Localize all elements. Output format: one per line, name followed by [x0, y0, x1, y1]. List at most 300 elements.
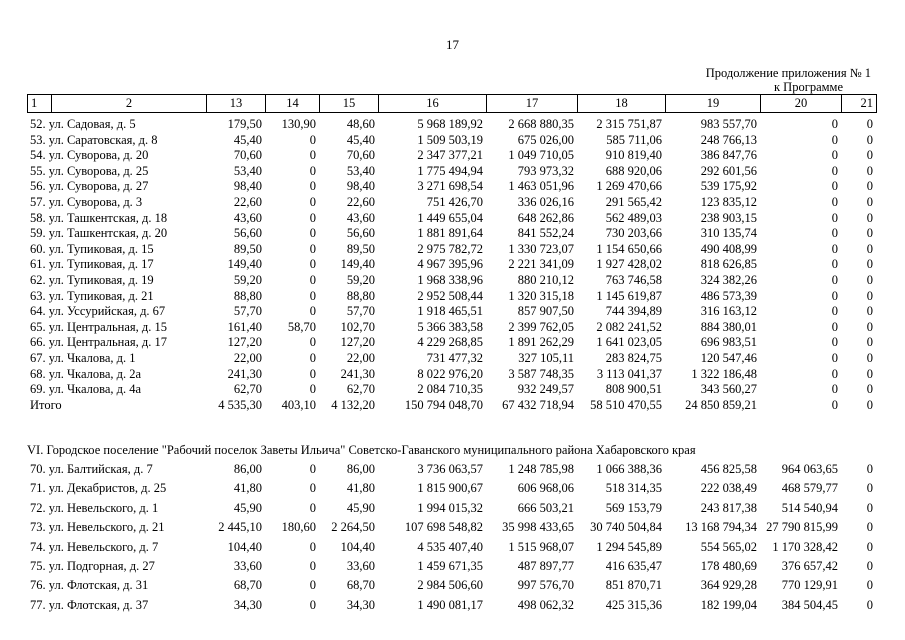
cell-15: 68,70	[346, 578, 375, 593]
cell-19: 243 817,38	[700, 500, 757, 515]
row-label: 69. ул. Чкалова, д. 4а	[30, 382, 142, 397]
cell-21: 0	[866, 335, 873, 350]
header-row	[28, 95, 877, 113]
cell-18: 518 314,35	[605, 481, 662, 496]
cell-14: 58,70	[287, 319, 316, 334]
cell-13: 34,30	[233, 597, 262, 612]
row-label: Итого	[30, 397, 62, 412]
row-label: 66. ул. Центральная, д. 17	[30, 335, 168, 350]
cell-17: 857 907,50	[517, 304, 574, 319]
table-row	[27, 211, 876, 227]
cell-17: 2 399 762,05	[508, 319, 574, 334]
cell-20: 27 790 815,99	[766, 520, 838, 535]
cell-16: 1 509 503,19	[417, 132, 483, 147]
cell-20: 0	[831, 194, 838, 209]
cell-19: 554 565,02	[700, 539, 757, 554]
cell-18: 416 635,47	[605, 559, 662, 574]
cell-15: 45,40	[346, 132, 375, 147]
cell-16: 2 952 508,44	[417, 288, 483, 303]
cell-19: 364 929,28	[700, 578, 757, 593]
cell-16: 5 366 383,58	[417, 319, 483, 334]
cell-17: 606 968,06	[517, 481, 574, 496]
cell-20: 0	[831, 163, 838, 178]
row-label: 77. ул. Флотская, д. 37	[30, 597, 149, 612]
row-label: 72. ул. Невельского, д. 1	[30, 500, 159, 515]
cell-18: 1 294 545,89	[596, 539, 662, 554]
row-label: 63. ул. Тупиковая, д. 21	[30, 288, 154, 303]
table-row	[27, 479, 876, 498]
cell-14: 0	[309, 272, 316, 287]
page-number: 17	[446, 37, 459, 52]
cell-13: 241,30	[227, 366, 262, 381]
cell-14: 0	[309, 382, 316, 397]
table-row	[27, 320, 876, 336]
cell-13: 2 445,10	[218, 520, 262, 535]
row-label: 54. ул. Суворова, д. 20	[30, 148, 149, 163]
cell-18: 30 740 504,84	[590, 520, 662, 535]
row-label: 52. ул. Садовая, д. 5	[30, 117, 136, 131]
cell-19: 539 175,92	[700, 179, 757, 194]
cell-17: 2 668 880,35	[508, 117, 574, 131]
cell-13: 127,20	[227, 335, 262, 350]
cell-15: 104,40	[340, 539, 375, 554]
cell-19: 456 825,58	[700, 462, 757, 476]
cell-16: 4 535 407,40	[417, 539, 483, 554]
cell-18: 808 900,51	[605, 382, 662, 397]
cell-13: 45,90	[233, 500, 262, 515]
section-title: VI. Городское поселение "Рабочий поселок Заветы Ильича" Советско-Гаванского муниципального района Хабаровского края	[27, 443, 696, 457]
table-row	[27, 179, 876, 195]
cell-21: 0	[866, 226, 873, 241]
cell-21: 0	[866, 578, 873, 593]
cell-17: 3 587 748,35	[508, 366, 574, 381]
cell-21: 0	[866, 210, 873, 225]
cell-16: 1 881 891,64	[417, 226, 483, 241]
cell-15: 33,60	[346, 559, 375, 574]
cell-19: 386 847,76	[700, 148, 757, 163]
table-row	[27, 499, 876, 518]
cell-17: 1 049 710,05	[508, 148, 574, 163]
cell-20: 0	[831, 132, 838, 147]
appendix-note-line2: к Программе	[773, 80, 843, 94]
header-cell: 21	[842, 95, 877, 113]
cell-13: 70,60	[233, 148, 262, 163]
cell-14: 0	[309, 335, 316, 350]
cell-18: 3 113 041,37	[596, 366, 662, 381]
cell-17: 498 062,32	[517, 597, 574, 612]
cell-19: 238 903,15	[700, 210, 757, 225]
cell-14: 0	[309, 194, 316, 209]
cell-19: 818 626,85	[700, 257, 757, 272]
cell-15: 22,00	[346, 350, 375, 365]
cell-13: 86,00	[233, 462, 262, 476]
cell-14: 0	[309, 210, 316, 225]
cell-13: 161,40	[227, 319, 262, 334]
cell-17: 841 552,24	[517, 226, 574, 241]
cell-20: 0	[831, 226, 838, 241]
cell-14: 0	[309, 226, 316, 241]
cell-20: 514 540,94	[781, 500, 838, 515]
cell-15: 43,60	[346, 210, 375, 225]
cell-20: 384 504,45	[781, 597, 838, 612]
cell-16: 3 271 698,54	[417, 179, 483, 194]
cell-18: 58 510 470,55	[590, 397, 662, 412]
cell-14: 0	[309, 481, 316, 496]
cell-14: 0	[309, 179, 316, 194]
cell-17: 648 262,86	[517, 210, 574, 225]
cell-16: 2 984 506,60	[417, 578, 483, 593]
cell-16: 1 775 494,94	[417, 163, 483, 178]
cell-17: 2 221 341,09	[508, 257, 574, 272]
cell-21: 0	[866, 132, 873, 147]
cell-13: 22,00	[233, 350, 262, 365]
cell-21: 0	[866, 366, 873, 381]
cell-21: 0	[866, 179, 873, 194]
cell-15: 241,30	[340, 366, 375, 381]
cell-17: 1 891 262,29	[508, 335, 574, 350]
cell-14: 0	[309, 163, 316, 178]
table-row	[27, 596, 876, 615]
cell-18: 283 824,75	[605, 350, 662, 365]
cell-19: 343 560,27	[700, 382, 757, 397]
cell-20: 0	[831, 117, 838, 131]
table-row	[27, 367, 876, 383]
cell-18: 910 819,40	[605, 148, 662, 163]
row-label: 68. ул. Чкалова, д. 2а	[30, 366, 142, 381]
cell-18: 744 394,89	[605, 304, 662, 319]
table-row	[27, 148, 876, 164]
row-label: 74. ул. Невельского, д. 7	[30, 539, 159, 554]
cell-13: 45,40	[233, 132, 262, 147]
table-row	[27, 460, 876, 479]
cell-16: 731 477,32	[426, 350, 483, 365]
cell-17: 327 105,11	[518, 350, 574, 365]
cell-20: 0	[831, 319, 838, 334]
header-cell: 19	[666, 95, 761, 113]
appendix-note	[706, 66, 871, 94]
table-row	[27, 133, 876, 149]
row-label: 67. ул. Чкалова, д. 1	[30, 350, 136, 365]
cell-18: 562 489,03	[605, 210, 662, 225]
cell-14: 130,90	[281, 117, 316, 131]
cell-18: 1 154 650,66	[596, 241, 662, 256]
cell-21: 0	[866, 272, 873, 287]
cell-14: 0	[309, 132, 316, 147]
table-header	[27, 94, 877, 113]
cell-16: 1 994 015,32	[417, 500, 483, 515]
cell-18: 851 870,71	[605, 578, 662, 593]
cell-20: 0	[831, 288, 838, 303]
cell-14: 0	[309, 241, 316, 256]
table-row	[27, 518, 876, 537]
cell-20: 0	[831, 366, 838, 381]
cell-13: 43,60	[233, 210, 262, 225]
cell-16: 2 975 782,72	[417, 241, 483, 256]
cell-16: 2 084 710,35	[417, 382, 483, 397]
cell-19: 182 199,04	[700, 597, 757, 612]
cell-15: 88,80	[346, 288, 375, 303]
cell-15: 62,70	[346, 382, 375, 397]
cell-15: 45,90	[346, 500, 375, 515]
cell-17: 666 503,21	[517, 500, 574, 515]
row-label: 65. ул. Центральная, д. 15	[30, 319, 168, 334]
cell-13: 62,70	[233, 382, 262, 397]
cell-21: 0	[866, 597, 873, 612]
cell-15: 59,20	[346, 272, 375, 287]
cell-17: 793 973,32	[517, 163, 574, 178]
cell-15: 22,60	[346, 194, 375, 209]
cell-17: 932 249,57	[517, 382, 574, 397]
cell-17: 675 026,00	[517, 132, 574, 147]
cell-13: 56,60	[233, 226, 262, 241]
cell-16: 1 449 655,04	[417, 210, 483, 225]
cell-15: 89,50	[346, 241, 375, 256]
header-cell: 14	[266, 95, 320, 113]
cell-21: 0	[866, 304, 873, 319]
cell-20: 770 129,91	[781, 578, 838, 593]
cell-15: 4 132,20	[331, 397, 375, 412]
data-table-part2	[27, 460, 876, 615]
cell-19: 222 038,49	[700, 481, 757, 496]
cell-20: 0	[831, 210, 838, 225]
cell-21: 0	[866, 520, 873, 535]
cell-18: 2 082 241,52	[596, 319, 662, 334]
cell-16: 8 022 976,20	[417, 366, 483, 381]
cell-20: 0	[831, 382, 838, 397]
cell-20: 0	[831, 272, 838, 287]
table-row	[27, 242, 876, 258]
cell-21: 0	[866, 319, 873, 334]
cell-21: 0	[866, 559, 873, 574]
table-row	[27, 335, 876, 351]
cell-13: 41,80	[233, 481, 262, 496]
cell-15: 2 264,50	[331, 520, 375, 535]
cell-19: 292 601,56	[700, 163, 757, 178]
row-label: 62. ул. Тупиковая, д. 19	[30, 272, 154, 287]
cell-19: 123 835,12	[700, 194, 757, 209]
cell-14: 0	[309, 366, 316, 381]
cell-18: 763 746,58	[605, 272, 662, 287]
table-row	[27, 304, 876, 320]
cell-13: 33,60	[233, 559, 262, 574]
row-label: 58. ул. Ташкентская, д. 18	[30, 210, 168, 225]
table-row	[27, 226, 876, 242]
table-row	[27, 195, 876, 211]
cell-14: 0	[309, 148, 316, 163]
table-row	[27, 538, 876, 557]
cell-21: 0	[866, 350, 873, 365]
cell-15: 34,30	[346, 597, 375, 612]
cell-18: 1 269 470,66	[596, 179, 662, 194]
cell-13: 104,40	[227, 539, 262, 554]
cell-19: 13 168 794,34	[685, 520, 757, 535]
header-cell: 2	[52, 95, 207, 113]
cell-17: 997 576,70	[517, 578, 574, 593]
cell-18: 1 641 023,05	[596, 335, 662, 350]
cell-19: 316 163,12	[700, 304, 757, 319]
cell-15: 102,70	[340, 319, 375, 334]
cell-15: 57,70	[346, 304, 375, 319]
table-row	[27, 382, 876, 398]
cell-21: 0	[866, 288, 873, 303]
cell-17: 1 248 785,98	[508, 462, 574, 476]
cell-19: 696 983,51	[700, 335, 757, 350]
row-label: 56. ул. Суворова, д. 27	[30, 179, 149, 194]
cell-13: 59,20	[233, 272, 262, 287]
cell-17: 67 432 718,94	[502, 397, 574, 412]
cell-17: 336 026,16	[517, 194, 574, 209]
cell-16: 751 426,70	[426, 194, 483, 209]
cell-14: 403,10	[281, 397, 316, 412]
cell-18: 585 711,06	[606, 132, 662, 147]
cell-18: 1 066 388,36	[596, 462, 662, 476]
header-cell: 16	[379, 95, 487, 113]
cell-14: 0	[309, 257, 316, 272]
cell-18: 1 145 619,87	[596, 288, 662, 303]
header-cell: 15	[320, 95, 379, 113]
cell-15: 149,40	[340, 257, 375, 272]
appendix-note-line1: Продолжение приложения № 1	[705, 66, 871, 80]
row-label: 60. ул. Тупиковая, д. 15	[30, 241, 154, 256]
cell-16: 4 229 268,85	[417, 335, 483, 350]
cell-16: 1 815 900,67	[417, 481, 483, 496]
cell-19: 324 382,26	[700, 272, 757, 287]
table-row	[27, 117, 876, 133]
header-cell: 17	[487, 95, 578, 113]
cell-17: 1 320 315,18	[508, 288, 574, 303]
table-row	[27, 576, 876, 595]
cell-18: 730 203,66	[605, 226, 662, 241]
cell-19: 983 557,70	[700, 117, 757, 131]
row-label: 64. ул. Уссурийская, д. 67	[30, 304, 166, 319]
cell-20: 0	[831, 148, 838, 163]
data-table-part1	[27, 117, 876, 413]
row-label: 61. ул. Тупиковая, д. 17	[30, 257, 154, 272]
cell-19: 486 573,39	[700, 288, 757, 303]
header-cell: 13	[207, 95, 266, 113]
row-label: 59. ул. Ташкентская, д. 20	[30, 226, 168, 241]
cell-16: 107 698 548,82	[404, 520, 483, 535]
cell-16: 150 794 048,70	[404, 397, 483, 412]
cell-21: 0	[866, 194, 873, 209]
cell-14: 0	[309, 304, 316, 319]
cell-16: 5 968 189,92	[417, 117, 483, 131]
cell-20: 376 657,42	[781, 559, 838, 574]
cell-21: 0	[866, 397, 873, 412]
cell-19: 248 766,13	[700, 132, 757, 147]
table-row	[27, 557, 876, 576]
cell-20: 1 170 328,42	[772, 539, 838, 554]
cell-21: 0	[866, 539, 873, 554]
cell-14: 0	[309, 559, 316, 574]
table-row	[27, 257, 876, 273]
cell-16: 4 967 395,96	[417, 257, 483, 272]
row-label: 53. ул. Саратовская, д. 8	[30, 132, 158, 147]
cell-18: 569 153,79	[605, 500, 662, 515]
cell-20: 964 063,65	[781, 462, 838, 476]
table-row	[27, 273, 876, 289]
cell-20: 0	[831, 335, 838, 350]
cell-13: 57,70	[233, 304, 262, 319]
cell-17: 880 210,12	[517, 272, 574, 287]
cell-17: 1 515 968,07	[508, 539, 574, 554]
cell-18: 291 565,42	[605, 194, 662, 209]
cell-21: 0	[866, 481, 873, 496]
cell-19: 490 408,99	[700, 241, 757, 256]
cell-16: 2 347 377,21	[417, 148, 483, 163]
table-row	[27, 289, 876, 305]
cell-21: 0	[866, 163, 873, 178]
cell-14: 180,60	[281, 520, 316, 535]
cell-19: 24 850 859,21	[685, 397, 757, 412]
cell-17: 35 998 433,65	[502, 520, 574, 535]
cell-15: 127,20	[340, 335, 375, 350]
cell-16: 1 490 081,17	[417, 597, 483, 612]
cell-20: 0	[831, 179, 838, 194]
cell-13: 4 535,30	[218, 397, 262, 412]
cell-21: 0	[866, 462, 873, 476]
cell-18: 688 920,06	[605, 163, 662, 178]
cell-15: 41,80	[346, 481, 375, 496]
cell-15: 98,40	[346, 179, 375, 194]
header-cell: 1	[28, 95, 52, 113]
cell-20: 0	[831, 304, 838, 319]
cell-13: 98,40	[233, 179, 262, 194]
cell-14: 0	[309, 462, 316, 476]
cell-20: 0	[831, 350, 838, 365]
cell-21: 0	[866, 257, 873, 272]
cell-21: 0	[866, 117, 873, 131]
cell-20: 468 579,77	[781, 481, 838, 496]
cell-18: 2 315 751,87	[596, 117, 662, 131]
table-row	[27, 164, 876, 180]
cell-20: 0	[831, 397, 838, 412]
cell-21: 0	[866, 148, 873, 163]
cell-13: 22,60	[233, 194, 262, 209]
cell-13: 179,50	[227, 117, 262, 131]
cell-14: 0	[309, 597, 316, 612]
cell-15: 70,60	[346, 148, 375, 163]
cell-19: 310 135,74	[700, 226, 757, 241]
row-label: 75. ул. Подгорная, д. 27	[30, 559, 155, 574]
row-label: 71. ул. Декабристов, д. 25	[30, 481, 167, 496]
table-row	[27, 351, 876, 367]
cell-15: 53,40	[346, 163, 375, 178]
cell-13: 68,70	[233, 578, 262, 593]
row-label: 70. ул. Балтийская, д. 7	[30, 462, 153, 476]
cell-14: 0	[309, 539, 316, 554]
cell-20: 0	[831, 241, 838, 256]
cell-13: 53,40	[233, 163, 262, 178]
cell-18: 1 927 428,02	[596, 257, 662, 272]
header-cell: 20	[761, 95, 842, 113]
row-label: 76. ул. Флотская, д. 31	[30, 578, 149, 593]
cell-19: 1 322 186,48	[691, 366, 757, 381]
row-label: 55. ул. Суворова, д. 25	[30, 163, 149, 178]
cell-16: 1 459 671,35	[417, 559, 483, 574]
cell-19: 120 547,46	[700, 350, 757, 365]
cell-21: 0	[866, 500, 873, 515]
cell-18: 425 315,36	[605, 597, 662, 612]
cell-14: 0	[309, 578, 316, 593]
header-cell: 18	[578, 95, 666, 113]
cell-13: 88,80	[233, 288, 262, 303]
cell-21: 0	[866, 241, 873, 256]
cell-16: 1 968 338,96	[417, 272, 483, 287]
table-row	[27, 398, 876, 414]
cell-14: 0	[309, 500, 316, 515]
cell-17: 1 463 051,96	[508, 179, 574, 194]
